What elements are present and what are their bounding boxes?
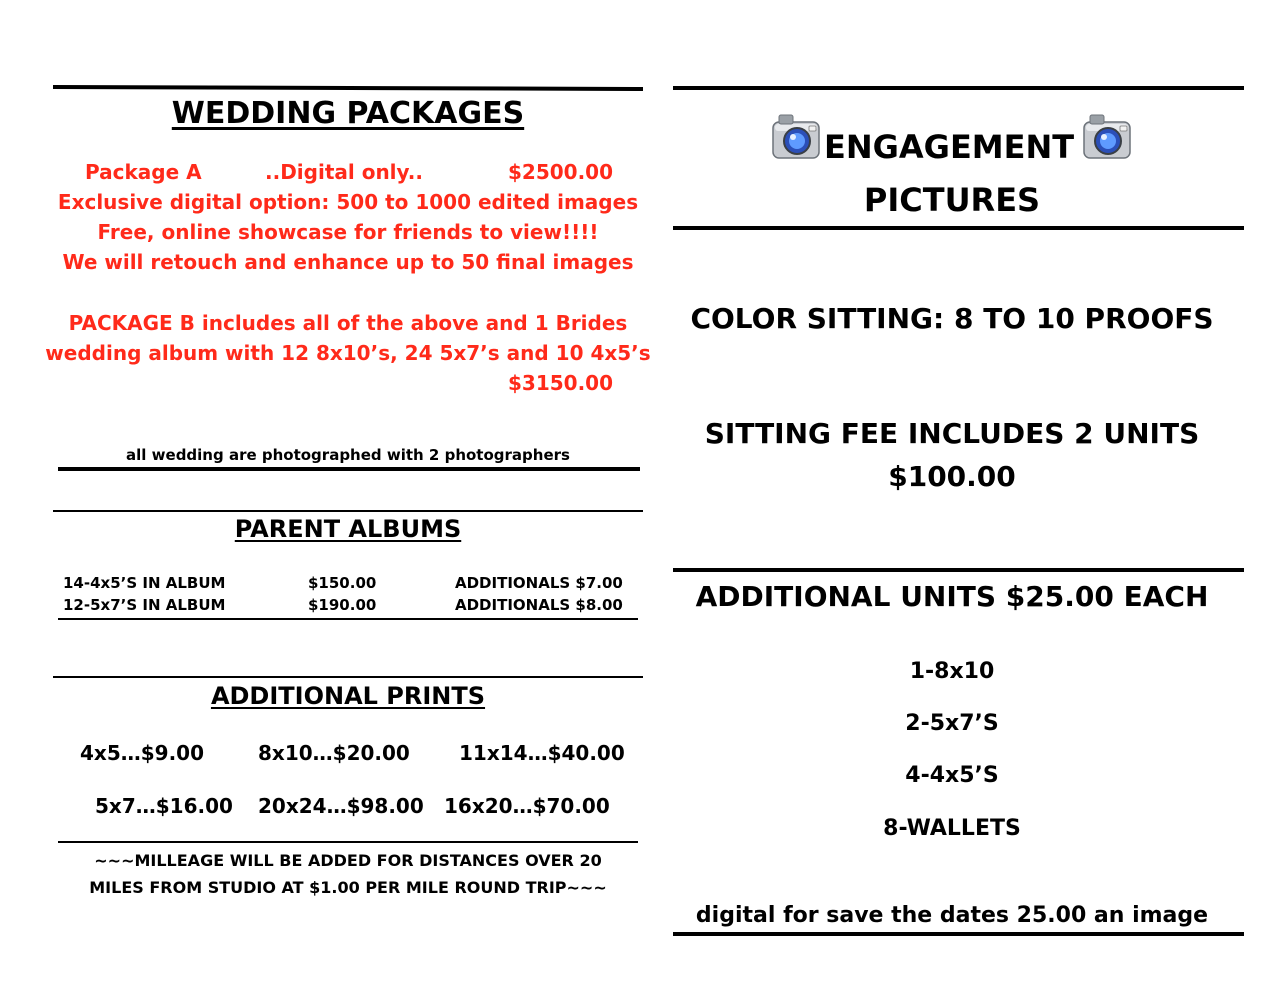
package-b-line: wedding album with 12 8x10’s, 24 5x7’s and 10 4x5’s — [45, 341, 651, 365]
color-sitting: COLOR SITTING: 8 TO 10 PROOFS — [690, 302, 1214, 335]
parent-albums-table — [63, 574, 638, 618]
digital-note: digital for save the dates 25.00 an image — [695, 903, 1209, 928]
prints-row-1 — [53, 741, 643, 771]
package-a-price: $2500.00 — [508, 160, 614, 184]
package-a-detail-line: Exclusive digital option: 500 to 1000 edited images — [57, 190, 639, 214]
divider-parent-bottom — [58, 618, 638, 620]
mileage-line: MILES FROM STUDIO AT $1.00 PER MILE ROUND TRIP~~~ — [89, 878, 607, 897]
album-item: 12-5x7’S IN ALBUM — [63, 596, 226, 614]
album-item: 14-4x5’S IN ALBUM — [63, 574, 226, 592]
package-a-detail-line: We will retouch and enhance up to 50 final images — [62, 250, 634, 274]
additional-prints-title: ADDITIONAL PRINTS — [210, 682, 486, 710]
additional-units: ADDITIONAL UNITS $25.00 EACH — [695, 580, 1209, 613]
divider-engagement-title — [673, 226, 1244, 230]
parent-albums-title: PARENT ALBUMS — [234, 515, 462, 543]
album-price: $190.00 — [308, 596, 377, 614]
divider-prints-top — [53, 676, 643, 678]
engagement-title-line-2: PICTURES — [863, 181, 1041, 219]
package-a-line — [53, 157, 643, 187]
package-a-type: ..Digital only.. — [265, 160, 423, 184]
unit-item: 4-4x5’S — [905, 763, 999, 788]
print-price: 5x7…$16.00 — [95, 794, 233, 818]
divider-mileage-top — [58, 841, 638, 843]
table-row — [63, 596, 638, 618]
mileage-note — [43, 847, 653, 901]
package-a-details — [43, 187, 653, 277]
print-price: 16x20…$70.00 — [444, 794, 610, 818]
divider-additional-units — [673, 568, 1244, 572]
photographers-note: all wedding are photographed with 2 photographers — [126, 446, 570, 464]
album-price: $150.00 — [308, 574, 377, 592]
sitting-price: $100.00 — [888, 460, 1016, 493]
album-additionals: ADDITIONALS $7.00 — [455, 574, 623, 592]
package-b-price: $3150.00 — [508, 371, 614, 395]
prints-row-2 — [53, 794, 643, 824]
divider-top-left — [53, 85, 643, 91]
mileage-line: ~~~MILLEAGE WILL BE ADDED FOR DISTANCES OVER 20 — [94, 851, 602, 870]
album-additionals: ADDITIONALS $8.00 — [455, 596, 623, 614]
unit-item: 2-5x7’S — [905, 711, 999, 736]
table-row — [63, 574, 638, 596]
divider-top-right — [673, 86, 1244, 90]
unit-item: 1-8x10 — [909, 659, 995, 684]
sitting-fee: SITTING FEE INCLUDES 2 UNITS — [704, 417, 1200, 450]
unit-item: 8-WALLETS — [883, 816, 1021, 841]
package-a-detail-line: Free, online showcase for friends to view!!!! — [97, 220, 599, 244]
print-price: 8x10…$20.00 — [258, 741, 410, 765]
print-price: 20x24…$98.00 — [258, 794, 424, 818]
divider-parent-top — [53, 510, 643, 512]
wedding-packages-title: WEDDING PACKAGES — [171, 96, 525, 131]
print-price: 11x14…$40.00 — [459, 741, 625, 765]
print-price: 4x5…$9.00 — [80, 741, 204, 765]
package-b-line: PACKAGE B includes all of the above and 1 Brides — [68, 311, 628, 335]
divider-bottom-right — [673, 932, 1244, 936]
divider-wedding-bottom — [58, 467, 640, 471]
camera-icon — [1082, 110, 1132, 164]
camera-icon — [771, 110, 821, 164]
package-b-details — [43, 308, 653, 368]
package-a-name: Package A — [85, 160, 202, 184]
engagement-title-line-1: ENGAGEMENT — [824, 128, 1075, 166]
